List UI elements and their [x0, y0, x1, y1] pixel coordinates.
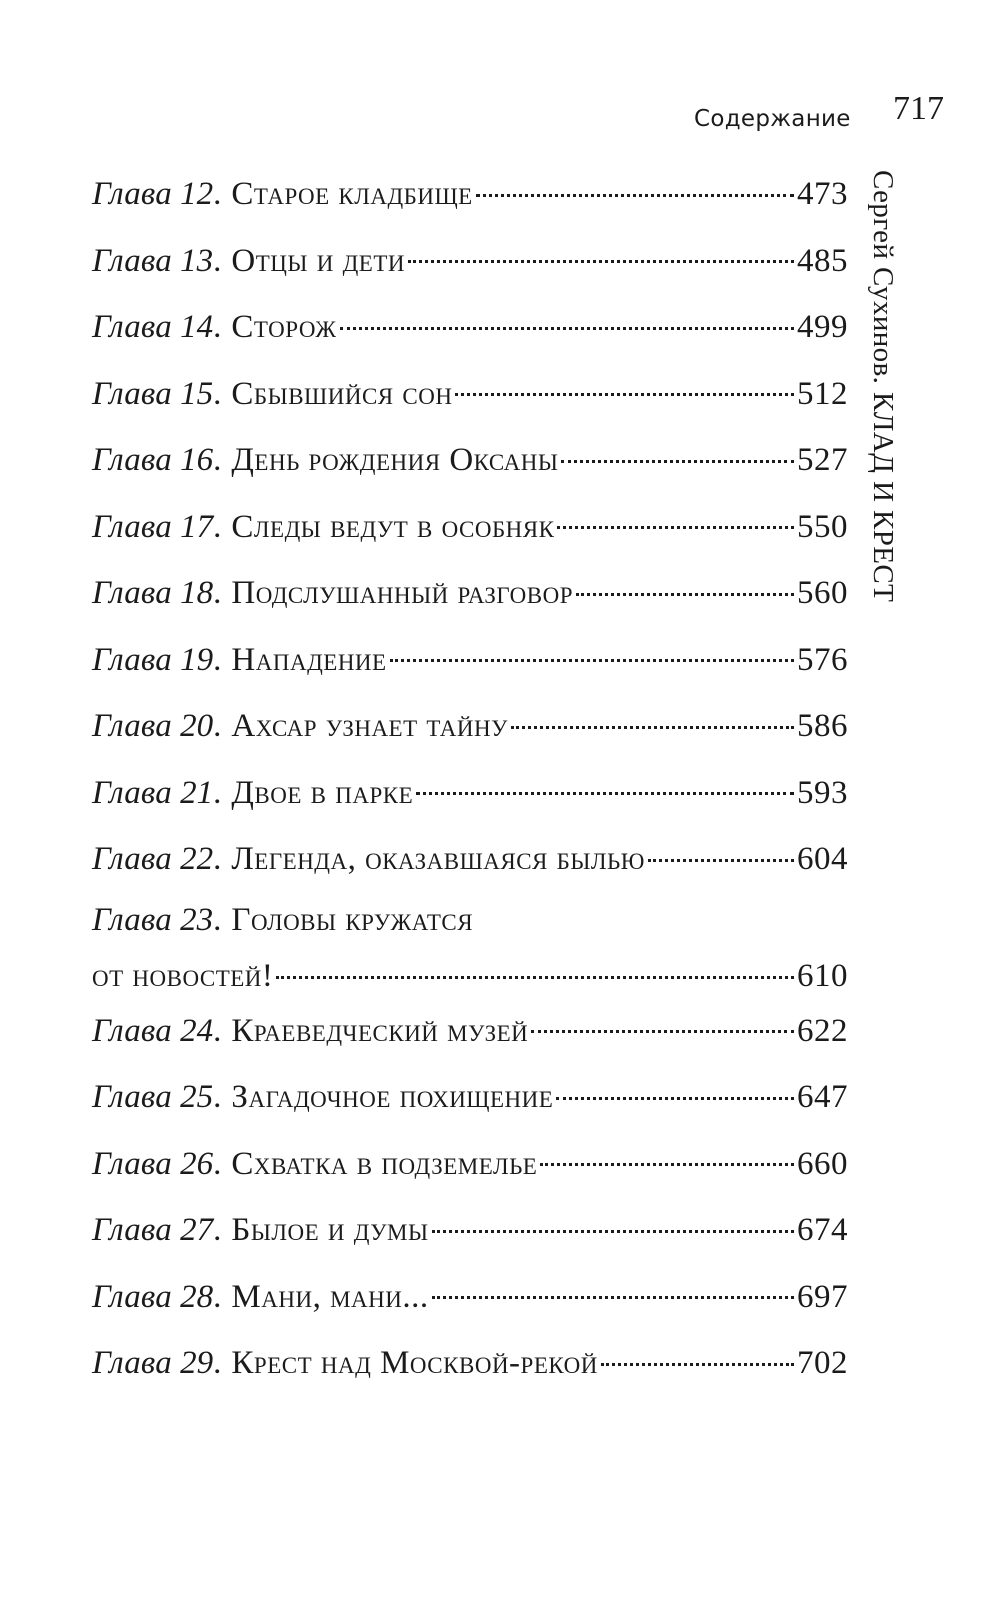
toc-entry: Глава 19 . Нападение 576: [92, 634, 848, 701]
chapter-number: 19: [180, 641, 214, 678]
chapter-label: Глава: [92, 1145, 172, 1182]
toc-entry: Глава 18 . Подслушанный разговор 560: [92, 567, 848, 634]
dot-leader: [561, 427, 794, 463]
chapter-label: Глава: [92, 1212, 172, 1248]
chapter-number: 15: [180, 375, 214, 412]
dot-leader: [432, 1263, 794, 1299]
chapter-number: 20: [180, 708, 214, 744]
chapter-page: 660: [797, 1145, 848, 1182]
dot-leader: [557, 493, 794, 529]
toc-entry: Глава 14 . Сторож 499: [92, 301, 848, 368]
toc-entry: Глава 15 . Сбывшийся сон 512: [92, 368, 848, 435]
dot-leader: [276, 943, 794, 979]
chapter-page: 610: [797, 958, 848, 994]
chapter-label: Глава: [92, 901, 172, 938]
toc-entry: Глава 13 . Отцы и дети 485: [92, 235, 848, 302]
chapter-number: 12: [180, 176, 214, 212]
chapter-number: 21: [180, 774, 214, 811]
chapter-title: Подслушанный разговор: [231, 575, 573, 611]
chapter-number: 23: [180, 901, 214, 938]
dot-leader: [601, 1330, 794, 1366]
chapter-label: Глава: [92, 242, 172, 279]
chapter-title: Легенда, оказавшаяся былью: [231, 841, 645, 877]
chapter-title: Краеведческий музей: [231, 1012, 529, 1049]
chapter-page: 604: [797, 841, 848, 877]
page-header: [0, 90, 1000, 150]
chapter-title: Двое в парке: [231, 774, 414, 811]
dot-leader: [390, 626, 794, 662]
chapter-page: 512: [797, 375, 848, 412]
chapter-title: Былое и думы: [231, 1212, 429, 1248]
chapter-label: Глава: [92, 309, 172, 345]
chapter-label: Глава: [92, 176, 172, 212]
chapter-label: Глава: [92, 508, 172, 545]
chapter-title: Крест над Москвой-рекой: [231, 1345, 598, 1381]
chapter-title: Загадочное похищение: [231, 1079, 554, 1115]
chapter-number: 17: [180, 508, 214, 545]
chapter-number: 16: [180, 442, 214, 478]
chapter-number: 22: [180, 841, 214, 877]
chapter-title: Нападение: [231, 641, 387, 678]
chapter-title: Схватка в подземелье: [231, 1145, 538, 1182]
toc-entry: Глава 26 . Схватка в подземелье 660: [92, 1138, 848, 1205]
toc-entry: Глава 23. Головы кружатся от новостей! 610: [92, 901, 848, 994]
dot-leader: [576, 560, 794, 596]
chapter-label: Глава: [92, 1079, 172, 1115]
chapter-page: 674: [797, 1212, 848, 1248]
running-title: Содержание: [694, 106, 851, 132]
chapter-page: 473: [797, 176, 848, 212]
toc-entry: Глава 17 . Следы ведут в особняк 550: [92, 501, 848, 568]
chapter-title: Ахсар узнает тайну: [231, 708, 508, 744]
chapter-page: 550: [797, 508, 848, 545]
dot-leader: [511, 693, 794, 729]
chapter-label: Глава: [92, 641, 172, 678]
chapter-number: 25: [180, 1079, 214, 1115]
dot-leader: [476, 161, 794, 197]
chapter-label: Глава: [92, 375, 172, 412]
chapter-number: 18: [180, 575, 214, 611]
chapter-page: 622: [797, 1012, 848, 1049]
chapter-label: Глава: [92, 575, 172, 611]
toc-entry: Глава 20 . Ахсар узнает тайну 586: [92, 700, 848, 767]
dot-leader: [416, 759, 794, 795]
dot-leader: [432, 1197, 794, 1233]
chapter-number: 26: [180, 1145, 214, 1182]
chapter-title: Головы кружатся: [231, 901, 474, 938]
chapter-title: Старое кладбище: [231, 176, 473, 212]
chapter-label: Глава: [92, 1012, 172, 1049]
toc-entry: Глава 24 . Краеведческий музей 622: [92, 1005, 848, 1072]
chapter-number: 29: [180, 1345, 214, 1381]
chapter-title-continued: от новостей!: [92, 958, 274, 994]
toc-entry: Глава 29 . Крест над Москвой-рекой 702: [92, 1337, 848, 1404]
chapter-title: Сбывшийся сон: [231, 375, 453, 412]
chapter-label: Глава: [92, 442, 172, 478]
chapter-title: Сторож: [231, 309, 337, 345]
toc-entry: Глава 21 . Двое в парке 593: [92, 767, 848, 834]
chapter-number: 14: [180, 309, 214, 345]
chapter-number: 28: [180, 1278, 214, 1315]
book-title-vertical: Сергей Сухинов. КЛАД И КРЕСТ: [867, 170, 899, 603]
chapter-label: Глава: [92, 1345, 172, 1381]
dot-leader: [648, 826, 794, 862]
page-number: 717: [893, 90, 944, 127]
chapter-page: 576: [797, 641, 848, 678]
chapter-page: 499: [797, 309, 848, 345]
toc-entry: Глава 12 . Старое кладбище 473: [92, 168, 848, 235]
dot-leader: [408, 227, 794, 263]
toc-entry: Глава 22 . Легенда, оказавшаяся былью 604: [92, 833, 848, 900]
dot-leader: [340, 294, 794, 330]
chapter-page: 527: [797, 442, 848, 478]
toc-entry: Глава 27 . Былое и думы 674: [92, 1204, 848, 1271]
toc-entry: Глава 28 . Мани, мани... 697: [92, 1271, 848, 1338]
toc-entry: Глава 16 . День рождения Оксаны 527: [92, 434, 848, 501]
chapter-title: Отцы и дети: [231, 242, 405, 279]
dot-leader: [455, 360, 794, 396]
chapter-label: Глава: [92, 1278, 172, 1315]
chapter-page: 593: [797, 774, 848, 811]
chapter-number: 27: [180, 1212, 214, 1248]
chapter-label: Глава: [92, 708, 172, 744]
chapter-title: День рождения Оксаны: [231, 442, 559, 478]
chapter-title: Следы ведут в особняк: [231, 508, 555, 545]
chapter-number: 13: [180, 242, 214, 279]
chapter-page: 702: [797, 1345, 848, 1381]
chapter-title: Мани, мани...: [231, 1278, 429, 1315]
table-of-contents: [92, 168, 848, 1404]
chapter-page: 560: [797, 575, 848, 611]
chapter-label: Глава: [92, 774, 172, 811]
chapter-label: Глава: [92, 841, 172, 877]
dot-leader: [540, 1130, 794, 1166]
toc-entry: Глава 25 . Загадочное похищение 647: [92, 1071, 848, 1138]
chapter-page: 697: [797, 1278, 848, 1315]
chapter-page: 586: [797, 708, 848, 744]
chapter-number: 24: [180, 1012, 214, 1049]
chapter-page: 485: [797, 242, 848, 279]
dot-leader: [556, 1064, 794, 1100]
chapter-page: 647: [797, 1079, 848, 1115]
dot-leader: [531, 997, 794, 1033]
